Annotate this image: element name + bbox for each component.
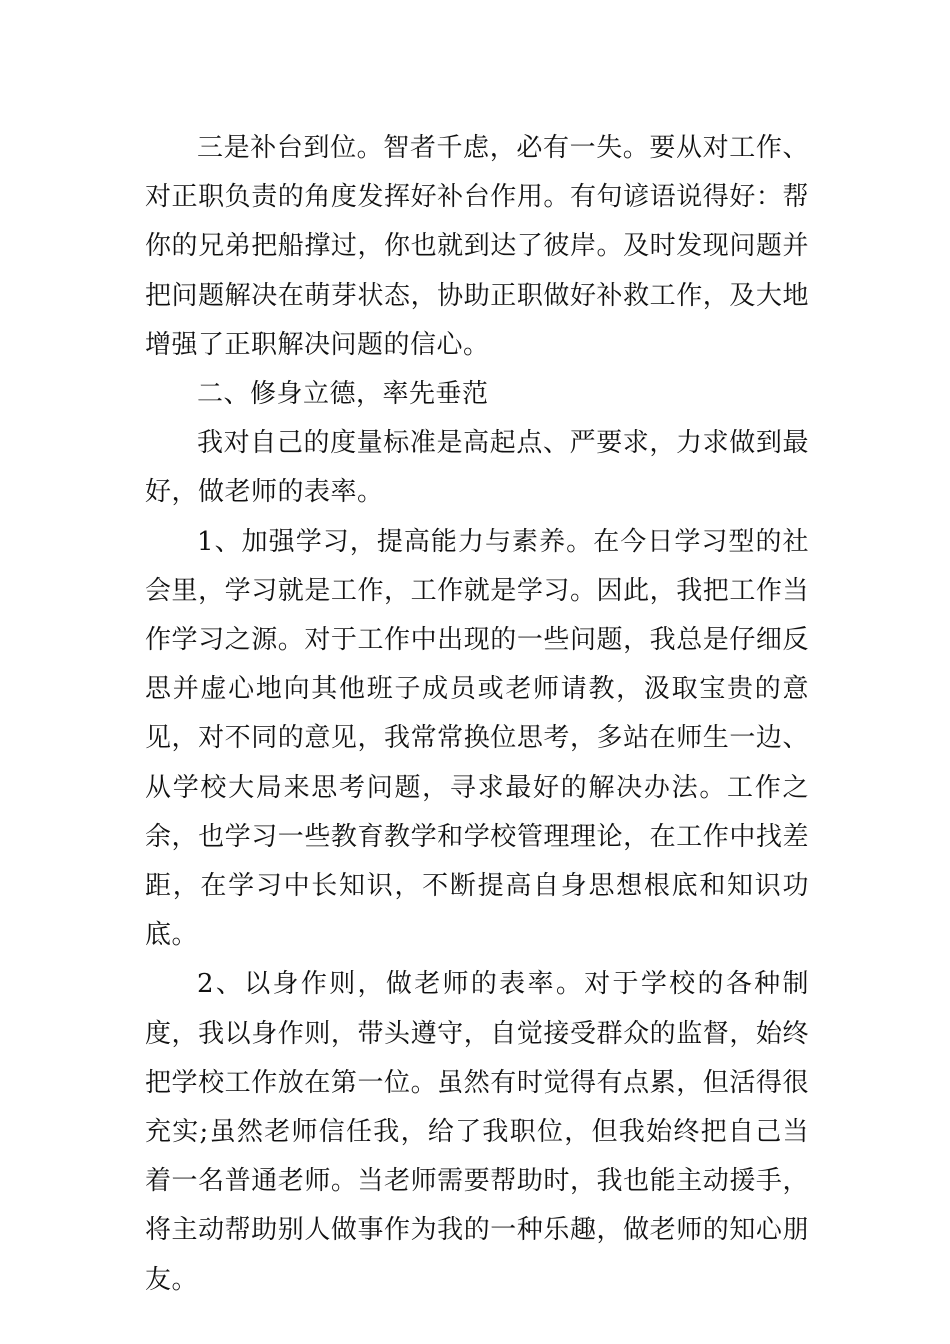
section-heading-self-cultivation: 二、修身立德，率先垂范: [197, 379, 489, 410]
paragraph-lead-by-example: 2、以身作则，做老师的表率。对于学校的各种制度，我以身作则，带头遵守，自觉接受群众的监督，始终把学校工作放在第一位。虽然有时觉得有点累，但活得很充实;虽然老师信任我，给了我职位，但我始终把自己当着一名普通老师。当老师需要帮助时，我也能主动援手，将主动帮助别人做事作为我的一种乐趣，做老师的知心朋友。: [145, 969, 809, 1295]
document-body: [145, 124, 809, 1305]
paragraph-learning: 1、加强学习，提高能力与素养。在今日学习型的社会里，学习就是工作，工作就是学习。因此，我把工作当作学习之源。对于工作中出现的一些问题，我总是仔细反思并虚心地向其他班子成员或老师请教，汲取宝贵的意见，对不同的意见，我常常换位思考，多站在师生一边、从学校大局来思考问题，寻求最好的解决办法。工作之余，也学习一些教育教学和学校管理理论，在工作中找差距，在学习中长知识，不断提高自身思想根底和知识功底。: [145, 526, 809, 951]
paragraph-standards: 我对自己的度量标准是高起点、严要求，力求做到最好，做老师的表率。: [145, 428, 809, 508]
paragraph-supplement: 三是补台到位。智者千虑，必有一失。要从对工作、对正职负责的角度发挥好补台作用。有句谚语说得好：帮你的兄弟把船撑过，你也就到达了彼岸。及时发现问题并把问题解决在萌芽状态，协助正职做好补救工作，及大地增强了正职解决问题的信心。: [145, 133, 809, 360]
